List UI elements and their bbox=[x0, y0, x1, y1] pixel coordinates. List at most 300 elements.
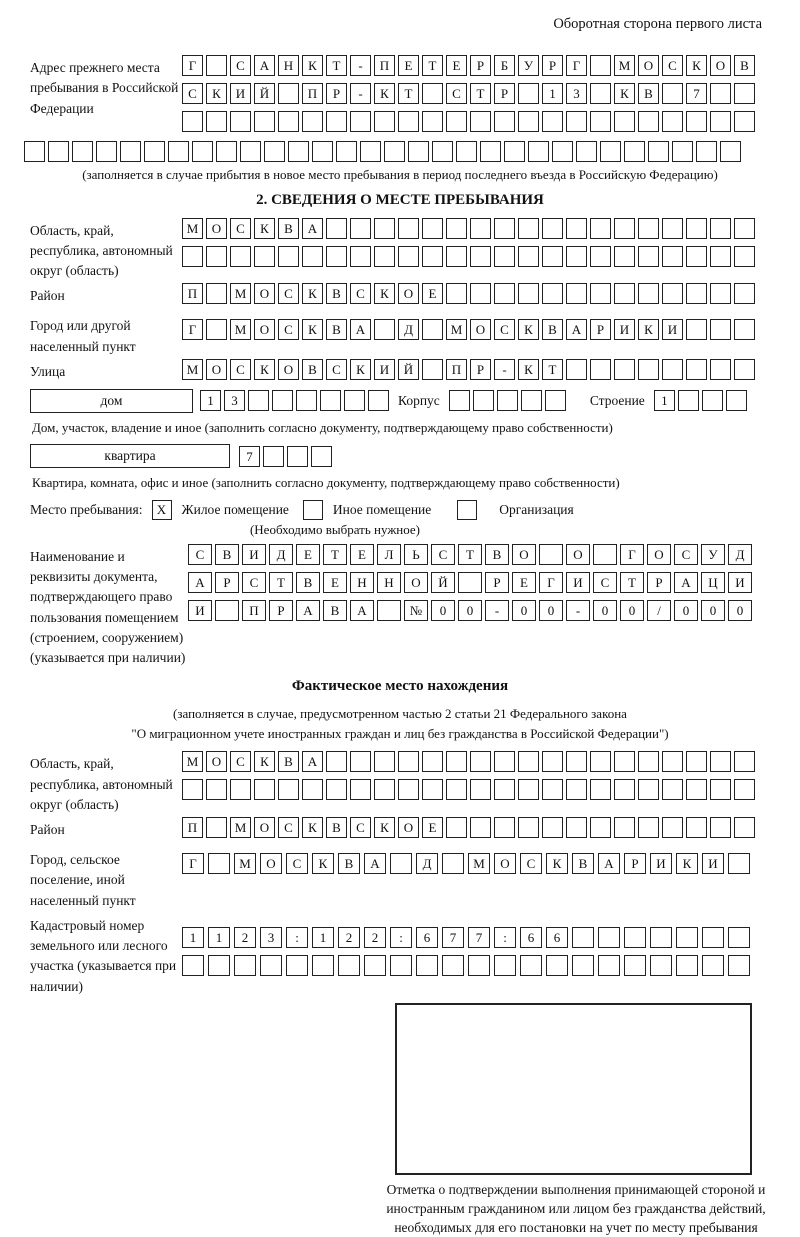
char-cell bbox=[470, 218, 491, 239]
char-cell bbox=[686, 817, 707, 838]
char-cell bbox=[650, 955, 672, 976]
char-cell: М bbox=[614, 55, 635, 76]
char-cell: Т bbox=[542, 359, 563, 380]
char-cell: О bbox=[566, 544, 590, 565]
char-cell bbox=[374, 218, 395, 239]
char-cell: 3 bbox=[260, 927, 282, 948]
char-cell: К bbox=[374, 817, 395, 838]
char-cell: : bbox=[286, 927, 308, 948]
char-cell: В bbox=[278, 218, 299, 239]
char-cell: С bbox=[350, 817, 371, 838]
fact-raion-label: Район bbox=[30, 822, 65, 838]
char-cell bbox=[422, 83, 443, 104]
char-cell: П bbox=[374, 55, 395, 76]
char-cell bbox=[734, 751, 755, 772]
char-cell bbox=[614, 359, 635, 380]
char-cell bbox=[734, 111, 755, 132]
char-cell bbox=[566, 779, 587, 800]
char-cell bbox=[326, 779, 347, 800]
char-cell bbox=[728, 955, 750, 976]
char-cell bbox=[686, 359, 707, 380]
char-cell bbox=[614, 283, 635, 304]
char-cell bbox=[144, 141, 165, 162]
char-cell bbox=[302, 246, 323, 267]
char-cell bbox=[278, 83, 299, 104]
char-cell: Г bbox=[539, 572, 563, 593]
char-cell bbox=[350, 246, 371, 267]
fact-note bbox=[30, 704, 770, 743]
char-cell bbox=[676, 927, 698, 948]
char-cell bbox=[470, 246, 491, 267]
char-cell bbox=[278, 779, 299, 800]
char-cell bbox=[710, 283, 731, 304]
char-cell: Р bbox=[494, 83, 515, 104]
char-cell: М bbox=[182, 751, 203, 772]
char-cell: - bbox=[350, 55, 371, 76]
char-cell bbox=[240, 141, 261, 162]
char-cell: К bbox=[254, 218, 275, 239]
char-cell bbox=[566, 246, 587, 267]
char-cell: : bbox=[494, 927, 516, 948]
char-cell bbox=[662, 779, 683, 800]
char-cell bbox=[726, 390, 747, 411]
doc-label: Наименование и реквизиты документа, подтверждающего право пользования помещением (строением, сооружением) (указывается при наличии) bbox=[30, 548, 186, 666]
doc-block bbox=[30, 544, 770, 669]
char-cell: 0 bbox=[593, 600, 617, 621]
char-cell: О bbox=[254, 283, 275, 304]
fact-raion-block bbox=[30, 817, 770, 845]
char-cell bbox=[686, 246, 707, 267]
char-cell: 1 bbox=[542, 83, 563, 104]
char-cell: 1 bbox=[200, 390, 221, 411]
char-cell: Р bbox=[542, 55, 563, 76]
char-cell bbox=[572, 955, 594, 976]
char-cell bbox=[598, 927, 620, 948]
char-cell: К bbox=[302, 283, 323, 304]
char-cell bbox=[408, 141, 429, 162]
char-cell bbox=[374, 319, 395, 340]
char-cell bbox=[566, 283, 587, 304]
char-cell bbox=[710, 83, 731, 104]
char-cell: С bbox=[446, 83, 467, 104]
char-cell bbox=[734, 779, 755, 800]
char-cell bbox=[422, 319, 443, 340]
char-cell: Т bbox=[458, 544, 482, 565]
char-cell: : bbox=[390, 927, 412, 948]
char-cell: А bbox=[364, 853, 386, 874]
char-cell: А bbox=[188, 572, 212, 593]
char-cell bbox=[702, 955, 724, 976]
char-cell bbox=[398, 246, 419, 267]
char-cell bbox=[590, 111, 611, 132]
char-cell: А bbox=[350, 319, 371, 340]
char-cell: - bbox=[566, 600, 590, 621]
char-cell: М bbox=[182, 218, 203, 239]
char-cell bbox=[254, 779, 275, 800]
fact-raion-row bbox=[182, 817, 770, 838]
checkbox-inoe bbox=[303, 500, 323, 520]
char-cell bbox=[182, 779, 203, 800]
char-cell bbox=[576, 141, 597, 162]
char-cell bbox=[638, 779, 659, 800]
char-cell: Г bbox=[620, 544, 644, 565]
char-cell: С bbox=[230, 55, 251, 76]
char-cell bbox=[364, 955, 386, 976]
char-cell bbox=[518, 218, 539, 239]
char-cell bbox=[614, 218, 635, 239]
char-cell bbox=[518, 751, 539, 772]
char-cell bbox=[593, 544, 617, 565]
char-cell: П bbox=[182, 283, 203, 304]
char-cell: 6 bbox=[520, 927, 542, 948]
char-cell: 7 bbox=[239, 446, 260, 467]
prev-address-note: (заполняется в случае прибытия в новое место пребывания в период последнего въезда в Российскую Федерацию) bbox=[82, 167, 718, 182]
char-cell: С bbox=[350, 283, 371, 304]
char-cell: И bbox=[702, 853, 724, 874]
char-cell bbox=[302, 111, 323, 132]
prev-address-row-1 bbox=[182, 55, 770, 76]
char-cell bbox=[678, 390, 699, 411]
prev-address-label: Адрес прежнего места пребывания в Российской Федерации bbox=[30, 60, 179, 116]
char-cell: Е bbox=[512, 572, 536, 593]
char-cell: А bbox=[302, 751, 323, 772]
char-cell bbox=[686, 319, 707, 340]
char-cell bbox=[374, 779, 395, 800]
char-cell: С bbox=[520, 853, 542, 874]
char-cell bbox=[390, 955, 412, 976]
char-cell: Д bbox=[269, 544, 293, 565]
oblast-row-1 bbox=[182, 218, 770, 239]
char-cell: П bbox=[182, 817, 203, 838]
char-cell bbox=[542, 111, 563, 132]
char-cell: И bbox=[374, 359, 395, 380]
char-cell bbox=[686, 283, 707, 304]
char-cell bbox=[422, 246, 443, 267]
char-cell: О bbox=[398, 817, 419, 838]
char-cell bbox=[48, 141, 69, 162]
char-cell bbox=[230, 111, 251, 132]
char-cell: В bbox=[326, 283, 347, 304]
char-cell: 1 bbox=[654, 390, 675, 411]
char-cell: О bbox=[638, 55, 659, 76]
char-cell: К bbox=[638, 319, 659, 340]
char-cell bbox=[676, 955, 698, 976]
char-cell bbox=[572, 927, 594, 948]
char-cell: Н bbox=[350, 572, 374, 593]
char-cell bbox=[518, 817, 539, 838]
char-cell: О bbox=[404, 572, 428, 593]
char-cell bbox=[206, 817, 227, 838]
char-cell: С bbox=[230, 751, 251, 772]
char-cell bbox=[206, 319, 227, 340]
mesto-row bbox=[30, 500, 770, 520]
char-cell bbox=[432, 141, 453, 162]
char-cell bbox=[374, 246, 395, 267]
char-cell bbox=[398, 779, 419, 800]
char-cell: 3 bbox=[224, 390, 245, 411]
char-cell bbox=[638, 218, 659, 239]
char-cell bbox=[638, 111, 659, 132]
char-cell bbox=[662, 83, 683, 104]
char-cell bbox=[590, 817, 611, 838]
char-cell bbox=[734, 817, 755, 838]
char-cell bbox=[182, 955, 204, 976]
char-cell: 7 bbox=[468, 927, 490, 948]
char-cell bbox=[326, 218, 347, 239]
char-cell: 2 bbox=[338, 927, 360, 948]
char-cell: 0 bbox=[701, 600, 725, 621]
checkbox-org bbox=[457, 500, 477, 520]
dom-row bbox=[30, 389, 770, 413]
char-cell bbox=[590, 55, 611, 76]
mesto-note: (Необходимо выбрать нужное) bbox=[249, 521, 421, 537]
char-cell bbox=[311, 446, 332, 467]
char-cell bbox=[288, 141, 309, 162]
char-cell: В bbox=[215, 544, 239, 565]
char-cell: О bbox=[206, 359, 227, 380]
char-cell: С bbox=[188, 544, 212, 565]
char-cell bbox=[662, 111, 683, 132]
char-cell bbox=[710, 111, 731, 132]
char-cell bbox=[686, 751, 707, 772]
char-cell: В bbox=[278, 751, 299, 772]
char-cell bbox=[494, 779, 515, 800]
char-cell: Й bbox=[431, 572, 455, 593]
char-cell bbox=[208, 853, 230, 874]
char-cell bbox=[272, 390, 293, 411]
char-cell bbox=[518, 111, 539, 132]
char-cell: И bbox=[650, 853, 672, 874]
char-cell bbox=[710, 319, 731, 340]
char-cell bbox=[296, 390, 317, 411]
char-cell: Р bbox=[470, 359, 491, 380]
char-cell: О bbox=[254, 817, 275, 838]
char-cell bbox=[672, 141, 693, 162]
char-cell: К bbox=[350, 359, 371, 380]
char-cell: К bbox=[676, 853, 698, 874]
char-cell: Г bbox=[566, 55, 587, 76]
char-cell: Р bbox=[647, 572, 671, 593]
char-cell: О bbox=[206, 218, 227, 239]
char-cell bbox=[96, 141, 117, 162]
char-cell: Д bbox=[728, 544, 752, 565]
kadastr-row-2 bbox=[182, 955, 770, 976]
char-cell: Р bbox=[215, 572, 239, 593]
fact-oblast-row-2 bbox=[182, 779, 770, 800]
char-cell: К bbox=[614, 83, 635, 104]
char-cell bbox=[206, 779, 227, 800]
prev-address-row-3 bbox=[182, 111, 770, 132]
char-cell bbox=[590, 218, 611, 239]
dom-box: дом bbox=[30, 389, 193, 413]
char-cell bbox=[350, 218, 371, 239]
char-cell bbox=[734, 283, 755, 304]
char-cell: К bbox=[302, 319, 323, 340]
dom-note: Дом, участок, владение и иное (заполнить согласно документу, подтверждающему право собственности) bbox=[32, 419, 613, 435]
char-cell bbox=[662, 218, 683, 239]
char-cell bbox=[504, 141, 525, 162]
char-cell: Ь bbox=[404, 544, 428, 565]
char-cell: А bbox=[296, 600, 320, 621]
char-cell bbox=[182, 246, 203, 267]
char-cell: Р bbox=[470, 55, 491, 76]
char-cell: В bbox=[326, 319, 347, 340]
kadastr-block bbox=[30, 913, 770, 997]
char-cell: - bbox=[350, 83, 371, 104]
char-cell bbox=[494, 955, 516, 976]
char-cell: К bbox=[312, 853, 334, 874]
char-cell bbox=[260, 955, 282, 976]
char-cell bbox=[446, 111, 467, 132]
char-cell bbox=[216, 141, 237, 162]
char-cell bbox=[545, 390, 566, 411]
char-cell bbox=[542, 817, 563, 838]
char-cell bbox=[566, 817, 587, 838]
char-cell: В bbox=[302, 359, 323, 380]
char-cell bbox=[702, 927, 724, 948]
char-cell: К bbox=[302, 55, 323, 76]
char-cell bbox=[696, 141, 717, 162]
char-cell bbox=[446, 817, 467, 838]
char-cell bbox=[374, 111, 395, 132]
char-cell bbox=[446, 246, 467, 267]
char-cell: 6 bbox=[546, 927, 568, 948]
fact-gorod-row bbox=[182, 853, 770, 874]
char-cell bbox=[624, 141, 645, 162]
char-cell bbox=[458, 572, 482, 593]
char-cell: 2 bbox=[234, 927, 256, 948]
oblast-label: Область, край, республика, автономный округ (область) bbox=[30, 222, 173, 279]
char-cell: А bbox=[566, 319, 587, 340]
char-cell bbox=[398, 218, 419, 239]
char-cell: И bbox=[188, 600, 212, 621]
char-cell: О bbox=[254, 319, 275, 340]
char-cell: № bbox=[404, 600, 428, 621]
char-cell bbox=[552, 141, 573, 162]
char-cell bbox=[662, 359, 683, 380]
char-cell bbox=[590, 779, 611, 800]
char-cell bbox=[542, 779, 563, 800]
char-cell bbox=[338, 955, 360, 976]
kvartira-note: Квартира, комната, офис и иное (заполнить согласно документу, подтверждающему право собственности) bbox=[32, 475, 620, 491]
char-cell: В bbox=[572, 853, 594, 874]
char-cell bbox=[234, 955, 256, 976]
char-cell: А bbox=[674, 572, 698, 593]
char-cell: С bbox=[182, 83, 203, 104]
char-cell bbox=[494, 283, 515, 304]
char-cell bbox=[263, 446, 284, 467]
raion-row bbox=[182, 283, 770, 304]
char-cell: 0 bbox=[674, 600, 698, 621]
char-cell: А bbox=[254, 55, 275, 76]
char-cell bbox=[728, 927, 750, 948]
char-cell: Р bbox=[269, 600, 293, 621]
char-cell bbox=[377, 600, 401, 621]
char-cell bbox=[590, 283, 611, 304]
char-cell: Р bbox=[624, 853, 646, 874]
char-cell bbox=[368, 390, 389, 411]
char-cell bbox=[650, 927, 672, 948]
prev-address-row-4 bbox=[24, 141, 770, 162]
char-cell bbox=[520, 955, 542, 976]
char-cell: В bbox=[542, 319, 563, 340]
char-cell: А bbox=[302, 218, 323, 239]
char-cell: С bbox=[286, 853, 308, 874]
char-cell bbox=[521, 390, 542, 411]
char-cell bbox=[254, 246, 275, 267]
char-cell: А bbox=[598, 853, 620, 874]
char-cell bbox=[542, 283, 563, 304]
char-cell: В bbox=[326, 817, 347, 838]
char-cell: Ц bbox=[701, 572, 725, 593]
char-cell: С bbox=[278, 319, 299, 340]
char-cell: М bbox=[230, 319, 251, 340]
char-cell bbox=[360, 141, 381, 162]
char-cell: Т bbox=[620, 572, 644, 593]
char-cell bbox=[416, 955, 438, 976]
char-cell bbox=[494, 817, 515, 838]
char-cell: К bbox=[254, 359, 275, 380]
char-cell bbox=[497, 390, 518, 411]
char-cell bbox=[624, 955, 646, 976]
prev-address-rows bbox=[182, 55, 770, 139]
char-cell bbox=[120, 141, 141, 162]
char-cell bbox=[470, 111, 491, 132]
char-cell bbox=[390, 853, 412, 874]
char-cell bbox=[384, 141, 405, 162]
char-cell: И bbox=[614, 319, 635, 340]
char-cell bbox=[590, 359, 611, 380]
char-cell bbox=[206, 111, 227, 132]
char-cell: П bbox=[242, 600, 266, 621]
char-cell bbox=[638, 751, 659, 772]
char-cell bbox=[168, 141, 189, 162]
char-cell: Е bbox=[398, 55, 419, 76]
char-cell: 7 bbox=[686, 83, 707, 104]
char-cell bbox=[648, 141, 669, 162]
char-cell: Г bbox=[182, 55, 203, 76]
char-cell: К bbox=[206, 83, 227, 104]
char-cell: У bbox=[518, 55, 539, 76]
char-cell: Т bbox=[269, 572, 293, 593]
char-cell: 1 bbox=[182, 927, 204, 948]
char-cell: 1 bbox=[312, 927, 334, 948]
char-cell bbox=[598, 955, 620, 976]
char-cell: С bbox=[278, 817, 299, 838]
char-cell bbox=[638, 359, 659, 380]
char-cell: В bbox=[338, 853, 360, 874]
char-cell: М bbox=[230, 817, 251, 838]
char-cell: Н bbox=[278, 55, 299, 76]
char-cell bbox=[662, 283, 683, 304]
ulitsa-label: Улица bbox=[30, 363, 66, 379]
char-cell bbox=[518, 83, 539, 104]
char-cell bbox=[286, 955, 308, 976]
char-cell: О bbox=[710, 55, 731, 76]
char-cell: К bbox=[254, 751, 275, 772]
gorod-row bbox=[182, 319, 770, 340]
char-cell bbox=[566, 751, 587, 772]
kadastr-row-1 bbox=[182, 927, 770, 948]
char-cell bbox=[422, 218, 443, 239]
char-cell: Й bbox=[254, 83, 275, 104]
char-cell bbox=[686, 779, 707, 800]
char-cell: 6 bbox=[416, 927, 438, 948]
char-cell: В bbox=[734, 55, 755, 76]
char-cell bbox=[614, 111, 635, 132]
char-cell: 0 bbox=[620, 600, 644, 621]
char-cell bbox=[702, 390, 723, 411]
